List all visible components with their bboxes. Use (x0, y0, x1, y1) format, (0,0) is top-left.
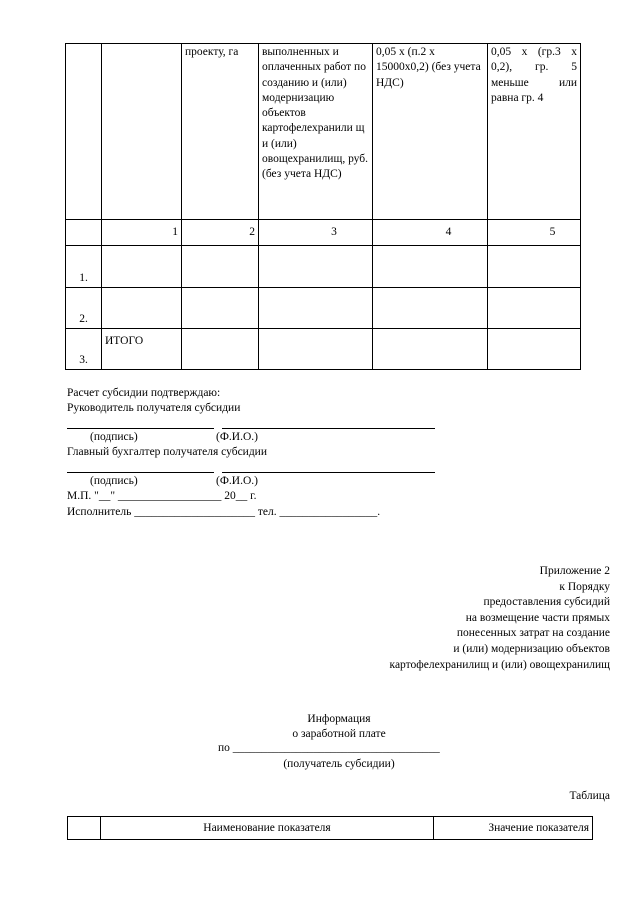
row-label (102, 288, 182, 329)
salary-info-table (67, 816, 593, 840)
row-label: ИТОГО (102, 329, 182, 370)
appendix-line: картофелехранилищ и (или) овощехранилищ (389, 658, 610, 671)
info-title: Информация (307, 713, 371, 725)
table-cell (259, 288, 373, 329)
executor-line: Исполнитель _____________________ тел. _________________. (67, 506, 381, 518)
appendix-line: и (или) модернизацию объектов (453, 642, 610, 655)
fio-caption: (Ф.И.О.) (216, 475, 258, 487)
appendix-line: понесенных затрат на создание (456, 627, 610, 640)
appendix-line: предоставления субсидий (483, 596, 610, 609)
row-number: 1. (66, 246, 102, 288)
recipient-line: по ____________________________________ (218, 742, 440, 754)
table-label: Таблица (569, 790, 610, 802)
column-number-row (66, 220, 581, 246)
appendix-header (390, 564, 610, 673)
row-label (102, 246, 182, 288)
header-cell-col5: 0,05 х (гр.3 х 0,2), гр. 5 меньше или равна гр. 4 (488, 44, 581, 220)
fio-line (222, 428, 435, 429)
fio-caption: (Ф.И.О.) (216, 431, 258, 443)
confirm-text: Расчет субсидии подтверждаю: (67, 387, 221, 399)
column-number: 4 (373, 220, 488, 246)
appendix-line: на возмещение части прямых (465, 611, 610, 624)
column-number: 5 (488, 220, 581, 246)
table-cell (488, 288, 581, 329)
table-cell (259, 329, 373, 370)
header-cell-col2: проекту, га (182, 44, 259, 220)
recipient-caption: (получатель субсидии) (283, 758, 395, 770)
table-cell (373, 288, 488, 329)
table-header-row (66, 44, 581, 220)
table-cell (488, 329, 581, 370)
accountant-title: Главный бухгалтер получателя субсидии (67, 446, 267, 458)
head-title: Руководитель получателя субсидии (67, 402, 241, 414)
table-cell (259, 246, 373, 288)
row-number: 3. (66, 329, 102, 370)
column-number: 1 (102, 220, 182, 246)
column-number: 3 (259, 220, 373, 246)
table-cell (373, 246, 488, 288)
table-row (66, 246, 581, 288)
signature-caption: (подпись) (90, 431, 138, 443)
table-cell (373, 329, 488, 370)
signature-line (67, 428, 214, 429)
appendix-line: к Порядку (559, 580, 610, 593)
header-cell-index (66, 44, 102, 220)
table-cell (182, 288, 259, 329)
header-cell-index (68, 817, 101, 840)
header-cell-name: Наименование показателя (101, 817, 434, 840)
header-cell-col4: 0,05 х (п.2 х 15000х0,2) (без учета НДС) (373, 44, 488, 220)
table-row (66, 288, 581, 329)
table-cell (182, 329, 259, 370)
row-number: 2. (66, 288, 102, 329)
signature-line (67, 472, 214, 473)
table-row (66, 329, 581, 370)
seal-date-line: М.П. "__" __________________ 20__ г. (67, 490, 257, 502)
subsidy-calc-table (65, 43, 581, 370)
appendix-line: Приложение 2 (539, 565, 610, 577)
column-number: 2 (182, 220, 259, 246)
header-cell-value: Значение показателя (434, 817, 593, 840)
info-subtitle: о заработной плате (292, 728, 386, 740)
header-cell-col3: выполненных и оплаченных работ по созданию и (или) модернизацию объектов картофелехранили щ и (или) овощехранилищ, руб. (без учета НДС) (259, 44, 373, 220)
table-header-row (68, 817, 593, 840)
table-cell (488, 246, 581, 288)
column-number-blank (66, 220, 102, 246)
signature-caption: (подпись) (90, 475, 138, 487)
fio-line (222, 472, 435, 473)
table-cell (182, 246, 259, 288)
header-cell-col1 (102, 44, 182, 220)
